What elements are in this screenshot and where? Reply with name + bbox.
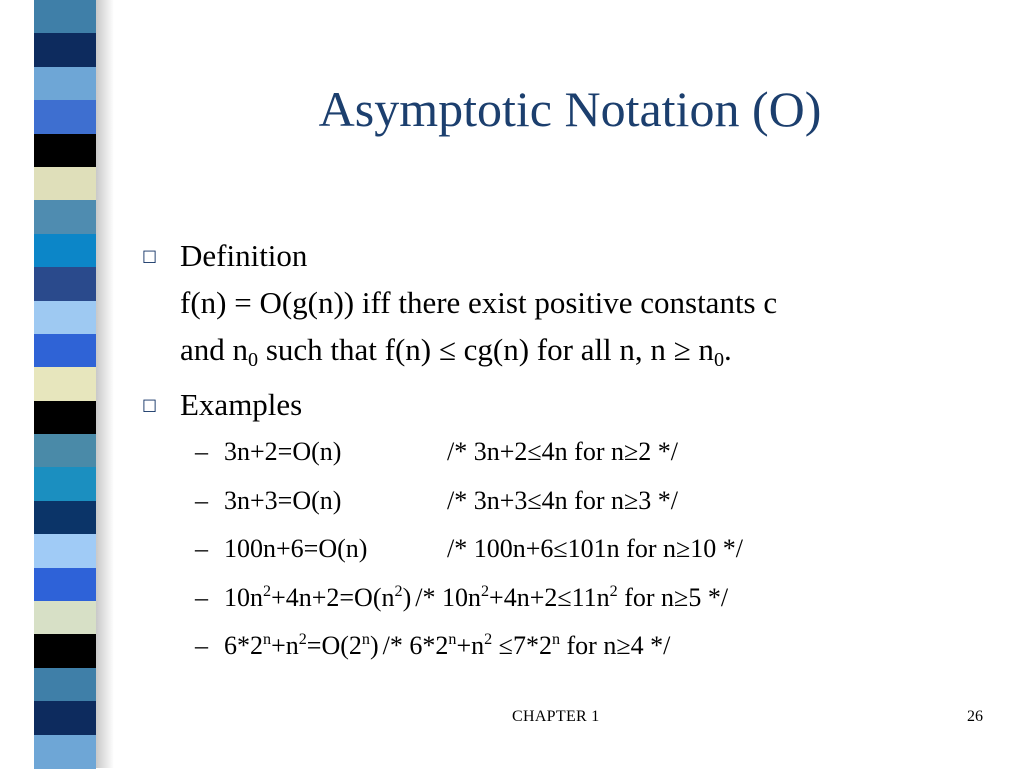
- example-lhs: 3n+3=O(n): [224, 485, 342, 515]
- example-item: [142, 525, 992, 574]
- example-lhs: $6*2^n+n^2=O(2^n)$: [224, 631, 379, 660]
- stripe-band: [34, 601, 96, 635]
- stripe-band: [34, 334, 96, 368]
- square-bullet-icon: □: [142, 246, 158, 265]
- dash-bullet: –: [195, 485, 208, 515]
- definition-line-1: f(n) = O(g(n)) iff there exist positive constants c: [180, 285, 778, 320]
- stripe-band: [34, 167, 96, 201]
- stripe-band: [34, 434, 96, 468]
- stripe-shadow: [96, 0, 114, 768]
- example-item: [142, 622, 992, 671]
- example-rhs: /* 3n+3≤4n for n≥3 */: [447, 485, 678, 515]
- bullet-definition: [142, 232, 992, 373]
- examples-label: Examples: [180, 387, 303, 422]
- example-rhs: /* $10n^2+4n+2\le 11n^2$ for n≥5 */: [415, 582, 729, 612]
- definition-line-2: and $n_0$ such that f(n) ≤ cg(n) for all n, $n \ge n_0$.: [180, 332, 732, 371]
- example-item: [142, 428, 992, 477]
- stripe-band: [34, 134, 96, 168]
- slide-title: Asymptotic Notation (O): [318, 81, 822, 137]
- stripe-band: [34, 534, 96, 568]
- definition-label: Definition: [180, 238, 308, 273]
- stripe-band: [34, 401, 96, 435]
- stripe-band: [34, 0, 96, 34]
- stripe-band: [34, 100, 96, 134]
- stripe-band: [34, 735, 96, 769]
- examples-list: [142, 428, 992, 671]
- example-lhs: 3n+2=O(n): [224, 437, 342, 466]
- stripe-band: [34, 67, 96, 101]
- example-lhs: 100n+6=O(n): [224, 534, 368, 563]
- bullet-examples: [142, 381, 992, 428]
- stripe-band: [34, 301, 96, 335]
- stripe-band: [34, 634, 96, 668]
- example-rhs: /* 3n+2≤4n for n≥2 */: [447, 437, 678, 466]
- stripe-band: [34, 501, 96, 535]
- dash-bullet: –: [195, 582, 208, 612]
- dash-bullet: –: [195, 534, 208, 563]
- example-rhs: /* $6*2^n+n^2 \le 7*2^n$ for n≥4 */: [382, 631, 671, 660]
- decorative-stripe-bar: [34, 0, 96, 768]
- example-item: [142, 477, 992, 526]
- dash-bullet: –: [195, 437, 208, 466]
- dash-bullet: –: [195, 631, 208, 660]
- square-bullet-icon: □: [142, 395, 158, 414]
- stripe-band: [34, 568, 96, 602]
- stripe-band: [34, 367, 96, 401]
- example-rhs: /* 100n+6≤101n for n≥10 */: [447, 534, 743, 563]
- stripe-band: [34, 467, 96, 501]
- example-item: [142, 574, 992, 623]
- stripe-band: [34, 267, 96, 301]
- stripe-band: [34, 234, 96, 268]
- example-lhs: $10n^2+4n+2=O(n^2)$: [224, 582, 412, 612]
- page-number: 26: [967, 708, 983, 725]
- stripe-band: [34, 33, 96, 67]
- stripe-band: [34, 668, 96, 702]
- slide-body: [142, 232, 992, 671]
- stripe-band: [34, 200, 96, 234]
- footer-chapter: CHAPTER 1: [512, 708, 600, 725]
- stripe-band: [34, 701, 96, 735]
